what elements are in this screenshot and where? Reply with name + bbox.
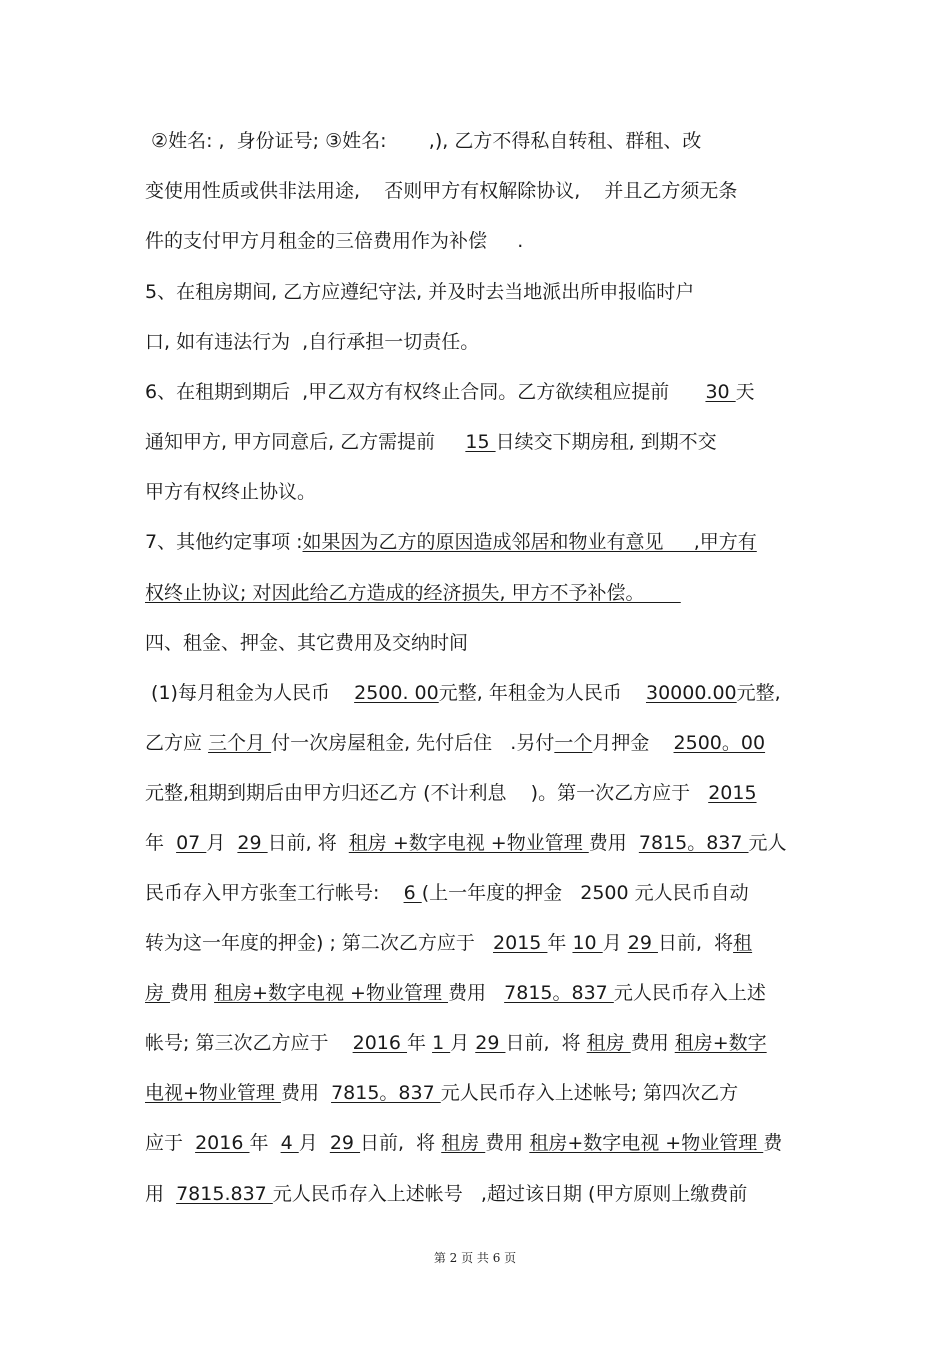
text-segment: 变使用性质或供非法用途, 否则甲方有权解除协议, 并且乙方须无条 <box>145 180 738 202</box>
underlined-fill-in: 2016 <box>195 1132 250 1154</box>
text-segment: 四、租金、押金、其它费用及交纳时间 <box>145 632 469 654</box>
text-line <box>145 930 752 956</box>
underlined-fill-in: 6 <box>403 882 422 904</box>
text-segment: 费用 <box>280 1082 332 1104</box>
text-segment: 乙方应 <box>145 732 209 754</box>
text-segment: 年 <box>547 932 573 954</box>
page-footer: 第 2 页 共 6 页 <box>433 1251 517 1265</box>
underlined-fill-in: 2016 <box>352 1032 408 1054</box>
underlined-fill-in: 29 <box>475 1032 506 1054</box>
text-segment: 元整, 年租金为人民币 <box>438 682 646 704</box>
underlined-fill-in: 房 <box>145 982 171 1004</box>
underlined-fill-in: 7815。837 <box>504 982 614 1004</box>
underlined-fill-in: 租房 <box>441 1132 486 1154</box>
text-segment: (1)每月租金为人民币 <box>145 682 355 704</box>
text-line <box>145 178 737 204</box>
text-segment: 件的支付甲方月租金的三倍费用作为补偿 . <box>145 230 524 252</box>
text-line <box>145 980 766 1006</box>
text-line <box>145 429 717 455</box>
underlined-fill-in: 租房 +数字电视 +物业管理 <box>348 832 589 854</box>
text-segment: 元整,租期到期后由甲方归还乙方 (不计利息 )。第一次乙方应于 <box>145 782 709 804</box>
underlined-fill-in: 租 <box>733 932 753 954</box>
text-segment: 通知甲方, 甲方同意后, 乙方需提前 <box>145 431 466 453</box>
underlined-fill-in: 7815。837 <box>331 1082 441 1104</box>
text-segment: 5、在租房期间, 乙方应遵纪守法, 并及时去当地派出所申报临时户 <box>145 281 695 303</box>
text-line <box>145 1181 747 1207</box>
text-segment: 费 <box>763 1132 783 1154</box>
text-segment: 付一次房屋租金, 先付后住 .另付 <box>271 732 555 754</box>
text-segment: 民币存入甲方张奎工行帐号: <box>145 882 404 904</box>
underlined-fill-in: 2015 <box>493 932 548 954</box>
text-segment: 费用 <box>170 982 215 1004</box>
text-segment: 年 <box>249 1132 281 1154</box>
underlined-fill-in: 2500。00 <box>673 732 766 754</box>
underlined-fill-in: 2015 <box>708 782 757 804</box>
text-segment: 日前, 将 <box>657 932 734 954</box>
text-line <box>145 479 316 505</box>
underlined-fill-in: 电视+物业管理 <box>145 1082 281 1104</box>
underlined-fill-in: 4 <box>280 1132 299 1154</box>
text-segment: (上一年度的押金 2500 元人民币自动 <box>421 882 749 904</box>
text-line <box>145 529 757 555</box>
text-line <box>145 830 787 856</box>
underlined-fill-in: 租房+数字电视 +物业管理 <box>529 1132 764 1154</box>
underlined-fill-in: 租房+数字电视 +物业管理 <box>214 982 449 1004</box>
text-segment: 年 <box>407 1032 433 1054</box>
text-segment: 月 <box>298 1132 330 1154</box>
text-line <box>145 1080 738 1106</box>
text-segment: 费用 <box>448 982 505 1004</box>
text-segment: 费用 <box>630 1032 675 1054</box>
text-line <box>145 379 755 405</box>
text-line <box>145 1030 767 1056</box>
text-segment: 口, 如有违法行为 ,自行承担一切责任。 <box>145 331 480 353</box>
text-segment: 费用 <box>588 832 639 854</box>
underlined-fill-in: 如果因为乙方的原因造成邻居和物业有意见 ,甲方有 <box>302 531 757 553</box>
text-segment: 甲方有权终止协议。 <box>145 481 317 503</box>
text-segment: 日前, 将 <box>505 1032 587 1054</box>
text-segment: 元人民币存入上述帐号; 第四次乙方 <box>440 1082 739 1104</box>
text-line <box>145 730 765 756</box>
text-line <box>145 1130 782 1156</box>
text-line <box>145 228 523 254</box>
text-segment: 元人民币存入上述 <box>613 982 766 1004</box>
text-line <box>145 329 479 355</box>
underlined-fill-in: 一个 <box>554 732 593 754</box>
text-segment: 元人 <box>748 832 787 854</box>
underlined-fill-in: 1 <box>432 1032 451 1054</box>
text-segment: 天 <box>735 381 755 403</box>
text-line <box>145 279 694 305</box>
text-segment: 月 <box>206 832 238 854</box>
underlined-fill-in: 15 <box>465 431 496 453</box>
text-line <box>145 580 681 606</box>
text-segment: 转为这一年度的押金) ; 第二次乙方应于 <box>145 932 494 954</box>
underlined-fill-in: 29 <box>329 1132 361 1154</box>
underlined-fill-in: 2500. 00 <box>354 682 439 704</box>
text-segment: ②姓名: , 身份证号; ③姓名: ,), 乙方不得私自转租、群租、改 <box>145 130 702 152</box>
underlined-fill-in: 10 <box>572 932 603 954</box>
underlined-fill-in: 7815.837 <box>176 1183 273 1205</box>
text-line <box>145 780 757 806</box>
underlined-fill-in: 30 <box>705 381 736 403</box>
text-segment: 年 <box>145 832 177 854</box>
text-segment: 月 <box>602 932 628 954</box>
text-line <box>145 880 749 906</box>
text-line <box>145 630 468 656</box>
text-segment: 7、其他约定事项 : <box>145 531 303 553</box>
text-segment: 应于 <box>145 1132 196 1154</box>
underlined-fill-in: 30000.00 <box>645 682 737 704</box>
text-segment: 帐号; 第三次乙方应于 <box>145 1032 353 1054</box>
text-segment: 用 <box>145 1183 177 1205</box>
text-segment: 日前, 将 <box>360 1132 442 1154</box>
underlined-fill-in: 租房+数字 <box>674 1032 767 1054</box>
text-line <box>145 128 701 154</box>
text-segment: 6、在租期到期后 ,甲乙双方有权终止合同。乙方欲续租应提前 <box>145 381 706 403</box>
underlined-fill-in: 三个月 <box>208 732 272 754</box>
underlined-fill-in: 29 <box>627 932 658 954</box>
underlined-fill-in: 29 <box>237 832 268 854</box>
text-segment: 月押金 <box>592 732 674 754</box>
text-segment: 元人民币存入上述帐号 ,超过该日期 (甲方原则上缴费前 <box>272 1183 748 1205</box>
underlined-fill-in: 7815。837 <box>638 832 749 854</box>
text-segment: 日前, 将 <box>267 832 349 854</box>
text-segment: 日续交下期房租, 到期不交 <box>495 431 717 453</box>
underlined-fill-in: 权终止协议; 对因此给乙方造成的经济损失, 甲方不予补偿。 <box>145 582 681 604</box>
underlined-fill-in: 07 <box>176 832 207 854</box>
text-line <box>145 680 781 706</box>
text-segment: 费用 <box>485 1132 530 1154</box>
underlined-fill-in: 租房 <box>586 1032 631 1054</box>
text-segment: 元整, <box>736 682 781 704</box>
text-segment: 月 <box>450 1032 476 1054</box>
